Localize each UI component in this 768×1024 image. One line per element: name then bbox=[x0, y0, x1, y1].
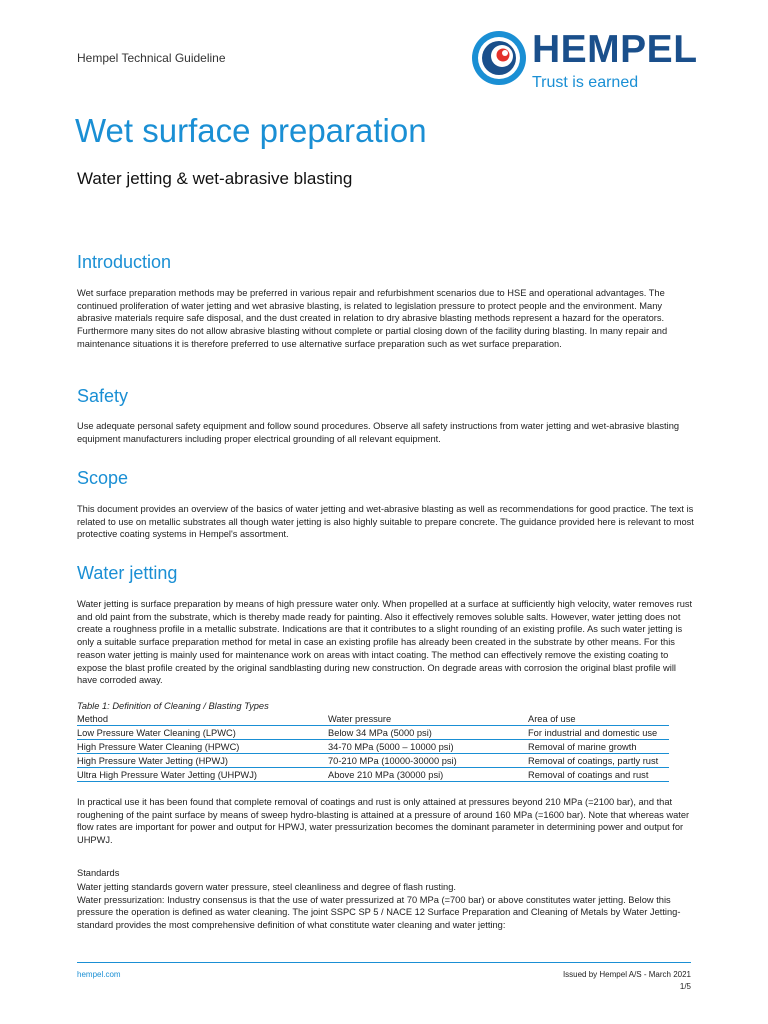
table-row bbox=[77, 754, 669, 768]
practical-use-text: In practical use it has been found that complete removal of coatings and rust is only attained at pressures beyond 210 MPa (=2100 bar), and that roughening of the paint surface by means of sweep hydro-blasting is attained at a pressure of around 160 MPa (=1600 bar). Note that whereas water flow rates are important for power and output for HPWJ, water pressurization becomes the dominant parameter in determining power and output for UHPWJ. bbox=[77, 797, 690, 846]
standards-text bbox=[77, 881, 695, 932]
column-header-water-pressure: Water pressure bbox=[328, 712, 528, 726]
heading-water-jetting: Water jetting bbox=[77, 563, 178, 583]
page-subtitle: Water jetting & wet-abrasive blasting bbox=[77, 169, 353, 188]
column-header-area-of-use: Area of use bbox=[528, 712, 669, 726]
page-title: Wet surface preparation bbox=[75, 112, 427, 149]
footer-website-link[interactable]: hempel.com bbox=[77, 970, 121, 979]
table-row bbox=[77, 726, 669, 740]
cell-method: Ultra High Pressure Water Jetting (UHPWJ) bbox=[77, 768, 328, 782]
scope-text: This document provides an overview of the basics of water jetting and wet-abrasive blasting as well as recommendations for good practice. The text is related to use on metallic substrates all though water jetting is also highly suitable to prepare concrete. The guidance provided here is relevant to most protective coating systems in Hempel's assortment. bbox=[77, 504, 694, 540]
safety-text: Use adequate personal safety equipment and follow sound procedures. Observe all safety instructions from water jetting and wet-abrasive blasting equipment manufacturers including proper electrical grounding of all relevant equipment. bbox=[77, 421, 680, 444]
footer-issued-by: Issued by Hempel A/S - March 2021 bbox=[562, 970, 691, 979]
footer-divider bbox=[77, 962, 691, 963]
document-type-label: Hempel Technical Guideline bbox=[77, 51, 226, 65]
table-header-row bbox=[77, 712, 669, 726]
hempel-logo bbox=[470, 27, 698, 97]
cell-area-of-use: Removal of coatings and rust bbox=[528, 768, 669, 782]
cleaning-types-table bbox=[77, 712, 669, 782]
heading-introduction: Introduction bbox=[77, 252, 172, 272]
introduction-text: Wet surface preparation methods may be preferred in various repair and refurbishment scenarios due to HSE and operational advantages. The continued proliferation of water jetting and wet abrasive blasting, is related to legislation pressure to protect people and the environment. Many abrasive materials require safe disposal, and the dust created in relation to dry abrasive blasting methods represent a hazard for the operators. Furthermore many sites do not allow abrasive blasting without complete or partial closing down of the facility during blasting. In many repair and maintenance situations it is therefore preferred to use alternative surface preparation such as wet surface preparation. bbox=[77, 288, 668, 349]
cell-water-pressure: 34-70 MPa (5000 – 10000 psi) bbox=[328, 740, 528, 754]
table-row bbox=[77, 768, 669, 782]
cell-area-of-use: For industrial and domestic use bbox=[528, 726, 669, 740]
logo-brand-name: HEMPEL bbox=[532, 28, 698, 71]
footer-page-number: 1/5 bbox=[679, 982, 691, 991]
standards-line-1: Water jetting standards govern water pressure, steel cleanliness and degree of flash rusting. bbox=[77, 882, 456, 892]
cell-water-pressure: Above 210 MPa (30000 psi) bbox=[328, 768, 528, 782]
cell-method: High Pressure Water Jetting (HPWJ) bbox=[77, 754, 328, 768]
water-jetting-text: Water jetting is surface preparation by means of high pressure water only. When propelled at a surface at sufficiently high velocity, water removes rust and old paint from the substrate, which is thereby made ready for painting. Also it effectively removes soluble salts. However, water jetting does not create a roughness profile in a metallic substrate. Indications are that it contributes to a slight rounding of an existing profile. As such water jetting is only a suitable surface preparation method for metal in case an existing profile has already been created in the substrate by other means. For this reason water jetting is mainly used for maintenance work on areas with intact coating. The method can effectively remove the existing coating to expose the blast profile created by the original sandblasting during new construction. On degrade areas with corrosion the original blast profile will have corroded away. bbox=[77, 599, 693, 686]
cell-water-pressure: Below 34 MPa (5000 psi) bbox=[328, 726, 528, 740]
heading-safety: Safety bbox=[77, 386, 129, 406]
table-caption: Table 1: Definition of Cleaning / Blasting Types bbox=[77, 701, 269, 711]
table-row bbox=[77, 740, 669, 754]
column-header-method: Method bbox=[77, 712, 328, 726]
standards-heading: Standards bbox=[77, 868, 120, 878]
standards-line-2: Water pressurization: Industry consensus is that the use of water pressurized at 70 MPa (=700 bar) or above constitutes water jetting. Below this pressure the operation is defined as water cleaning. The joint SSPC SP 5 / NACE 12 Surface Preparation and Cleaning of Metals by Water Jetting-standard provides the most comprehensive definition of what constitute water cleaning and water jetting: bbox=[77, 894, 681, 931]
hempel-swirl-logo-icon bbox=[470, 27, 528, 89]
cell-water-pressure: 70-210 MPa (10000-30000 psi) bbox=[328, 754, 528, 768]
cell-area-of-use: Removal of marine growth bbox=[528, 740, 669, 754]
logo-tagline: Trust is earned bbox=[532, 74, 639, 91]
heading-scope: Scope bbox=[77, 468, 129, 488]
cell-method: Low Pressure Water Cleaning (LPWC) bbox=[77, 726, 328, 740]
cell-method: High Pressure Water Cleaning (HPWC) bbox=[77, 740, 328, 754]
cell-area-of-use: Removal of coatings, partly rust bbox=[528, 754, 669, 768]
